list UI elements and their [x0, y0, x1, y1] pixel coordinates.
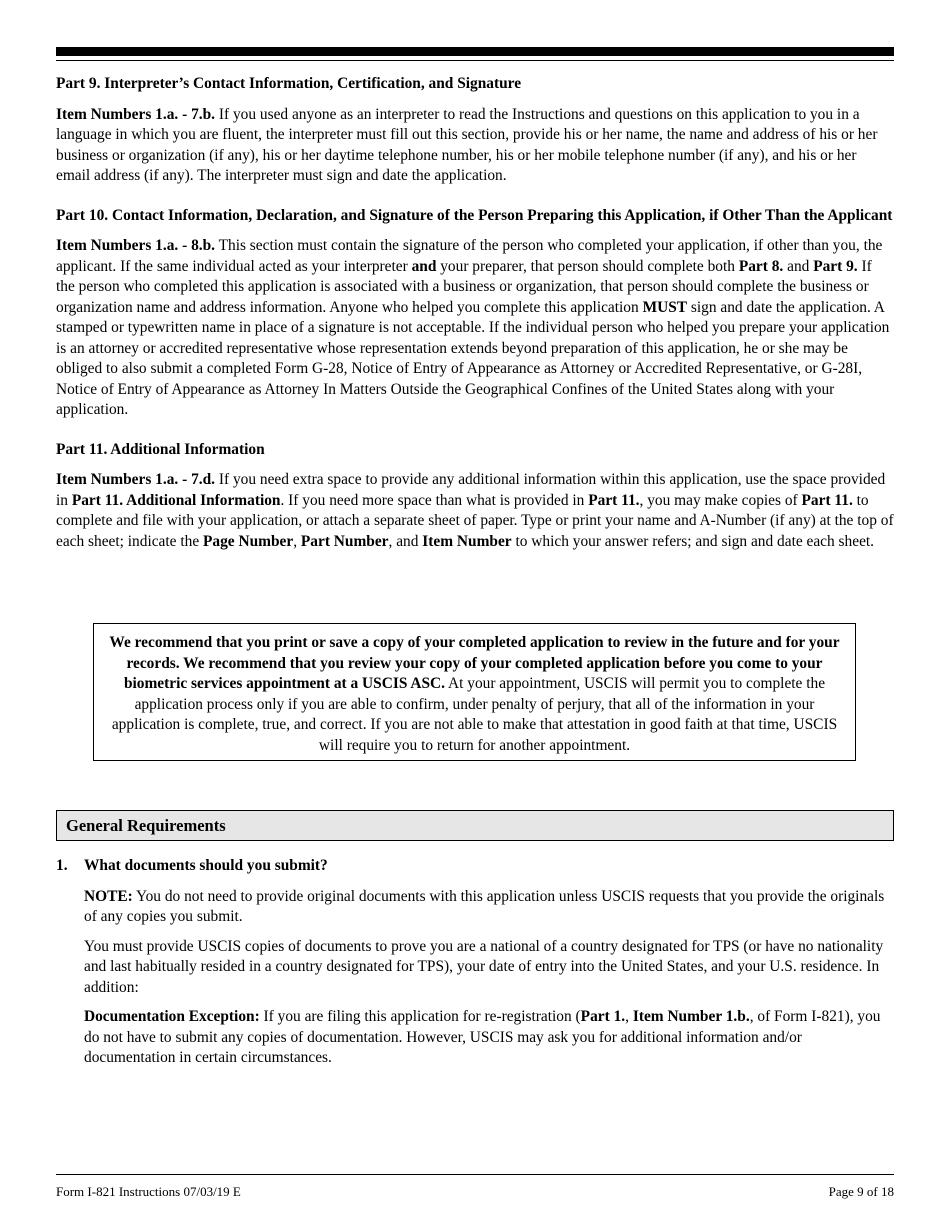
- exception-bold-1: Part 1.: [580, 1008, 626, 1025]
- part11-bold-5: Part Number: [300, 532, 389, 550]
- part10-bold-3: Part 9.: [813, 257, 858, 275]
- part11-text-2: . If you need more space than what is provided in: [280, 491, 589, 509]
- part10-text-1: This section must contain the signature of the person who completed your application, if other than you, the applicant. If the same individual acted as your interpreter: [56, 237, 883, 275]
- part11-text-1: If you need extra space to provide any additional information within this application, use the space provided in: [56, 471, 886, 509]
- part11-bold-2: Part 11.: [588, 491, 640, 509]
- part10-item-label: Item Numbers 1.a. - 8.b.: [56, 237, 216, 254]
- part11-paragraph: [56, 470, 894, 552]
- part10-paragraph: [56, 236, 894, 421]
- header-thin-rule: [56, 60, 894, 61]
- part10-text-5: sign and date the application. A stamped or typewritten name in place of a signature is not acceptable. If the individual person who helped you prepare your application is an attorney or accredited representative whose representation extends beyond preparation of this application, he or she may be obliged to also submit a completed Form G-28, Notice of Entry of Appearance as Attorney or Accredited Representative, or G-28I, Notice of Entry of Appearance as Attorney In Matters Outside the Geographical Confines of the United States along with your application.: [56, 298, 890, 418]
- notice-box: [93, 623, 856, 761]
- part9-text: If you used anyone as an interpreter to read the Instructions and questions on this application to you in a language in which you are fluent, the interpreter must fill out this section, provide his or her name, the name and address of his or her business or organization (if any), his or her daytime telephone number, his or her mobile telephone number (if any), and his or her email address (if any). The interpreter must sign and date the application.: [56, 105, 878, 184]
- documents-paragraph: You must provide USCIS copies of documents to prove you are a national of a country designated for TPS (or have no nationality and last habitually resided in a country designated for TPS), your date of entry into the United States, and your U.S. residence. In addition:: [84, 937, 884, 996]
- part10-bold-4: MUST: [642, 298, 688, 316]
- part10-text-4: If the person who completed this application is associated with a business or organization, that person should complete the business or organization name and address information. Anyone who helped you complete this application: [56, 257, 872, 316]
- footer-rule: [56, 1174, 894, 1175]
- part9-paragraph: [56, 105, 894, 187]
- exception-text-1: If you are filing this application for re-registration (: [259, 1008, 581, 1025]
- exception-text-3: , of Form I-821), you do not have to submit any copies of documentation. However, USCIS may ask you for additional information and/or documentation in certain circumstances.: [84, 1008, 881, 1066]
- part11-text-6: , and: [388, 532, 423, 550]
- question-1-section: [56, 856, 894, 1069]
- notice-text: [102, 633, 847, 756]
- part11-heading: Part 11. Additional Information: [56, 440, 265, 458]
- header-thick-rule: [56, 47, 894, 56]
- part10-heading: Part 10. Contact Information, Declaration, and Signature of the Person Preparing this Application, if Other Than the Applicant: [56, 206, 893, 224]
- notice-bold-text: We recommend that you print or save a copy of your completed application to review in the future and for your records. We recommend that you review your copy of your completed application before you come to your biometric services appointment at a USCIS ASC.: [109, 634, 840, 692]
- part11-bold-1: Part 11. Additional Information: [71, 491, 281, 509]
- part11-text-7: to which your answer refers; and sign and date each sheet.: [511, 532, 875, 550]
- notice-regular-text: At your appointment, USCIS will permit you to complete the application process only if you are able to confirm, under penalty of perjury, that all of the information in your application is complete, true, and correct. If you are not able to make that attestation in good faith at that time, USCIS will require you to return for another appointment.: [111, 675, 838, 754]
- part9-heading: Part 9. Interpreter’s Contact Information, Certification, and Signature: [56, 75, 522, 92]
- part10-text-2: your preparer, that person should complete both: [436, 257, 739, 275]
- instructions-body: [56, 74, 894, 552]
- footer-page-number: Page 9 of 18: [828, 1184, 894, 1199]
- exception-bold-2: Item Number 1.b.: [632, 1008, 750, 1025]
- note-paragraph: [84, 887, 894, 928]
- part11-text-4: to complete and file with your application, or attach a separate sheet of paper. Type or print your name and A-Number (if any) at the top of each sheet; indicate the: [56, 491, 894, 550]
- part11-text-5: ,: [293, 532, 301, 550]
- part11-bold-4: Page Number: [203, 532, 294, 550]
- documentation-exception-paragraph: [84, 1007, 894, 1069]
- part10-bold-1: and: [411, 257, 437, 275]
- exception-text-2: ,: [625, 1008, 633, 1025]
- note-label: NOTE:: [84, 887, 133, 905]
- general-requirements-header: General Requirements: [56, 810, 894, 841]
- part11-bold-3: Part 11.: [801, 491, 853, 509]
- part11-bold-6: Item Number: [422, 532, 512, 550]
- part10-text-3: and: [783, 257, 814, 275]
- part11-text-3: , you may make copies of: [639, 491, 802, 509]
- question-1-number: 1.: [56, 857, 68, 874]
- part11-item-label: Item Numbers 1.a. - 7.d.: [56, 471, 216, 488]
- exception-label: Documentation Exception:: [84, 1008, 260, 1025]
- footer-form-id: Form I-821 Instructions 07/03/19 E: [56, 1184, 241, 1199]
- question-1-title: What documents should you submit?: [84, 857, 328, 874]
- part9-item-label: Item Numbers 1.a. - 7.b.: [56, 105, 216, 123]
- note-text: You do not need to provide original documents with this application unless USCIS requests that you provide the originals of any copies you submit.: [84, 887, 885, 925]
- part10-bold-2: Part 8.: [738, 257, 784, 275]
